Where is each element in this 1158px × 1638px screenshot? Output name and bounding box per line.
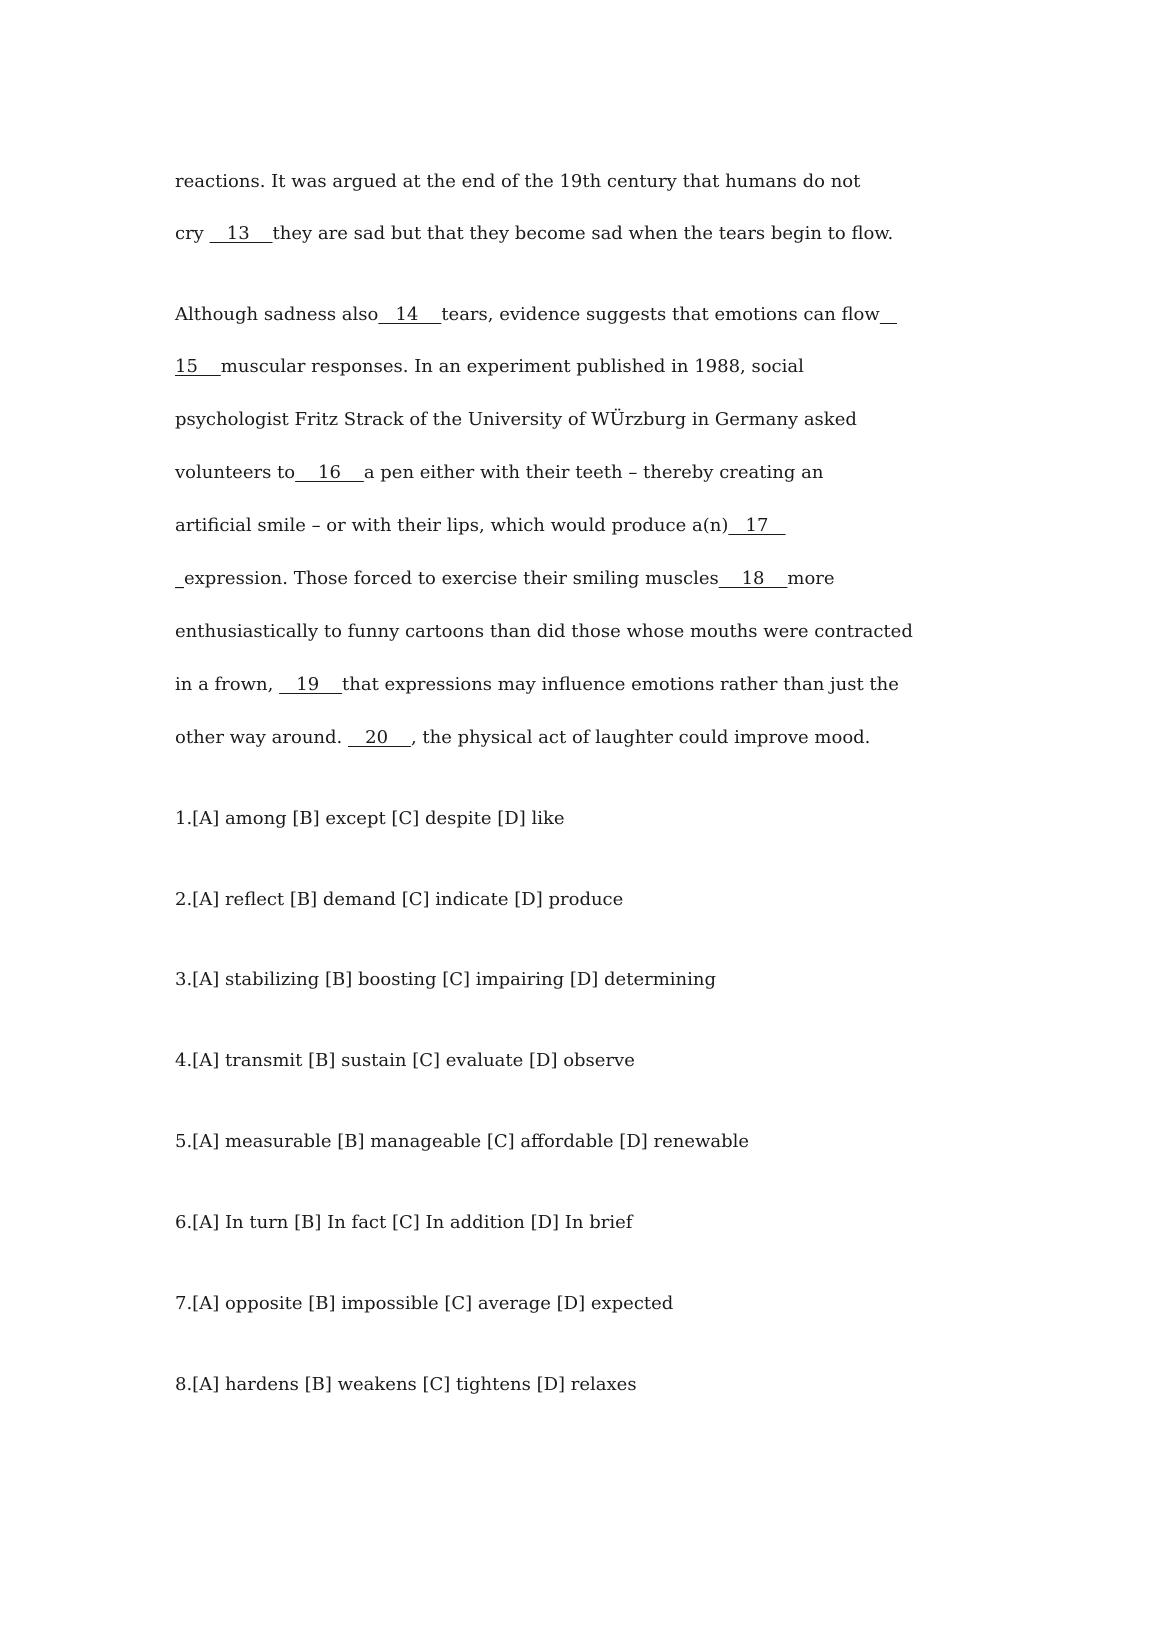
question-item: 2.[A] reflect [B] demand [C] indicate [D] produce	[175, 889, 624, 910]
passage-text: that expressions may influence emotions rather than just the	[342, 674, 899, 695]
question-item: 7.[A] opposite [B] impossible [C] average [D] expected	[175, 1293, 674, 1314]
blank-number: _	[175, 568, 184, 589]
passage-line	[175, 303, 897, 327]
passage-text: in a frown,	[175, 674, 280, 695]
question-item: 3.[A] stabilizing [B] boosting [C] impairing [D] determining	[175, 969, 716, 990]
passage-text: , the physical act of laughter could improve mood.	[410, 727, 871, 748]
passage-text: other way around.	[175, 727, 348, 748]
passage-text: volunteers to	[175, 462, 296, 483]
blank-number: 15	[175, 356, 221, 377]
passage-text: they are sad but that they become sad when the tears begin to flow.	[272, 223, 894, 244]
passage-line	[175, 408, 857, 432]
passage-text: reactions. It was argued at the end of the 19th century that humans do not	[175, 171, 861, 192]
passage-line	[175, 567, 835, 591]
question-item: 5.[A] measurable [B] manageable [C] affordable [D] renewable	[175, 1131, 750, 1152]
passage-text: more	[787, 568, 835, 589]
passage-text: expression. Those forced to exercise their smiling muscles	[184, 568, 719, 589]
passage-line	[175, 461, 823, 485]
blank-number: 16	[295, 462, 364, 483]
passage-text: Although sadness also	[175, 304, 379, 325]
blank-number	[880, 304, 897, 325]
passage-text: a pen either with their teeth – thereby creating an	[363, 462, 824, 483]
passage-line	[175, 222, 893, 246]
passage-text: cry	[175, 223, 210, 244]
passage-text: tears, evidence suggests that emotions can flow	[441, 304, 880, 325]
blank-number: 14	[378, 304, 442, 325]
passage-text: psychologist Fritz Strack of the University of WÜrzburg in Germany asked	[175, 409, 857, 430]
passage-text: artificial smile – or with their lips, which would produce a(n)	[175, 515, 729, 536]
blank-number: 18	[718, 568, 788, 589]
question-item: 1.[A] among [B] except [C] despite [D] like	[175, 808, 565, 829]
question-item: 8.[A] hardens [B] weakens [C] tightens [D] relaxes	[175, 1374, 637, 1395]
question-item: 6.[A] In turn [B] In fact [C] In addition [D] In brief	[175, 1212, 633, 1233]
blank-number: 17	[728, 515, 786, 536]
passage-text: muscular responses. In an experiment published in 1988, social	[220, 356, 804, 377]
passage-line	[175, 726, 870, 750]
passage-line	[175, 620, 913, 644]
blank-number: 19	[279, 674, 343, 695]
passage-line	[175, 673, 899, 697]
passage-line	[175, 170, 860, 194]
passage-line	[175, 355, 804, 379]
question-item: 4.[A] transmit [B] sustain [C] evaluate [D] observe	[175, 1050, 635, 1071]
passage-text: enthusiastically to funny cartoons than did those whose mouths were contracted	[175, 621, 913, 642]
blank-number: 20	[348, 727, 411, 748]
blank-number: 13	[209, 223, 273, 244]
passage-line	[175, 514, 786, 538]
